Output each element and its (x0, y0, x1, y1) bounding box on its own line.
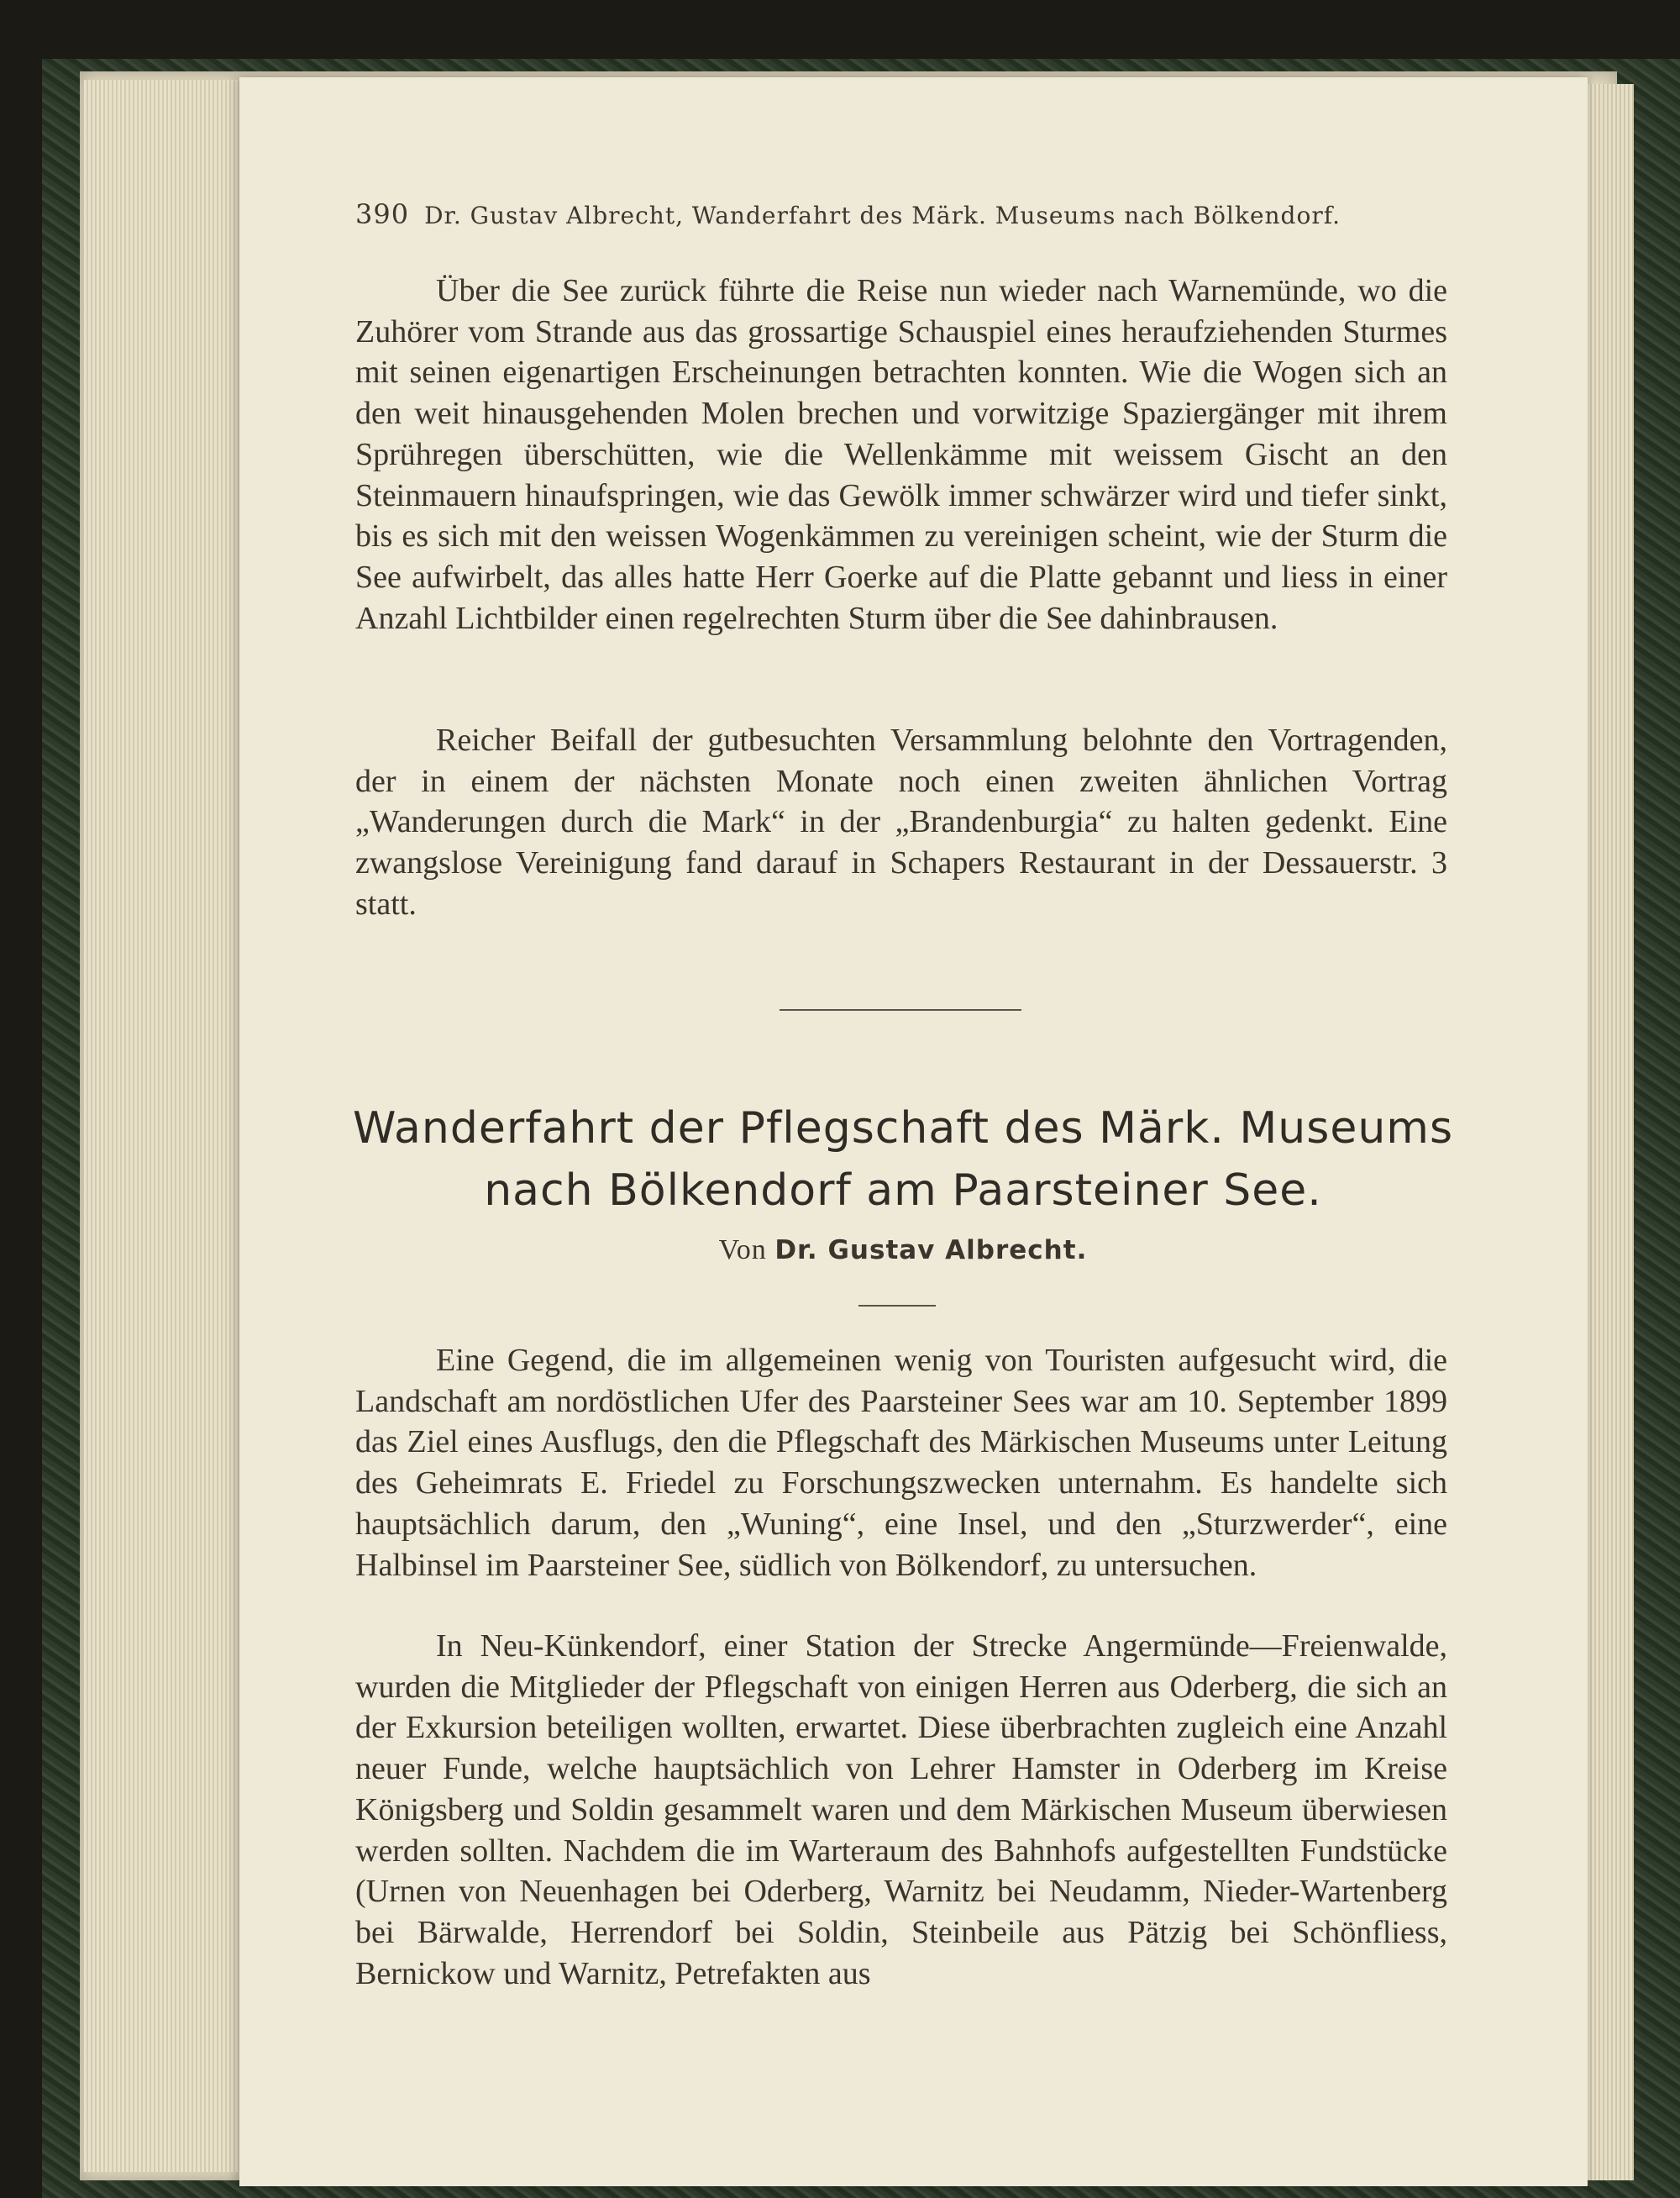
title-divider (858, 1305, 936, 1307)
paragraph-applause: Reicher Beifall der gutbesuchten Versammlung belohnte den Vortragenden, der in einem der nächsten Monate noch einen zweiten ähnlichen Vortrag „Wanderungen durch die Mark“ in der „Brandenburgia“ zu halten gedenkt. Eine zwangslose Vereinigung fand darauf in Schapers Restaurant in der Dessauerstr. 3 statt. (355, 723, 1447, 922)
byline-prefix: Von (718, 1234, 767, 1265)
paragraph-storm: Über die See zurück führte die Reise nun wieder nach Warnemünde, wo die Zuhörer vom Strande aus das grossartige Schauspiel eines heraufziehenden Sturmes mit seinen eigenartigen Erscheinungen betrachten konnten. Wie die Wogen sich an den weit hinausgehenden Molen brechen und vorwitzige Spaziergänger mit ihrem Sprühregen überschütten, wie die Wellenkämme mit weissem Gischt an den Steinmauern hinaufspringen, wie das Gewölk immer schwärzer wird und tiefer sinkt, bis es sich mit den weissen Wogenkämmen zu vereinigen scheint, wie der Sturm die See aufwirbelt, das alles hatte Herr Goerke auf die Platte gebannt und liess in einer Anzahl Lichtbilder einen regelrechten Sturm über die See dahinbrausen. (355, 273, 1447, 636)
article-title-line-2: nach Bölkendorf am Paarsteiner See. (484, 1165, 1322, 1216)
byline-author: Dr. Gustav Albrecht. (774, 1235, 1088, 1265)
paragraph-neu-kuenkendorf: In Neu-Künkendorf, einer Station der Strecke Angermünde—Freienwalde, wurden die Mitglieder der Pflegschaft von einigen Herren aus Oderberg, die sich an der Exkursion beteiligen wollten, erwartet. Diese überbrachten zugleich eine Anzahl neuer Funde, welche hauptsächlich von Lehrer Hamster in Oderberg im Kreise Königsberg und Soldin gesammelt waren und dem Märkischen Museum überwiesen werden sollten. Nachdem die im Warteraum des Bahnhofs aufgestellten Fundstücke (Urnen von Neuenhagen bei Oderberg, Warnitz bei Neudamm, Nieder-Wartenberg bei Bärwalde, Herrendorf bei Soldin, Steinbeile aus Pätzig bei Schönfliess, Bernickow und Warnitz, Petrefakten aus (355, 1628, 1447, 1991)
section-divider (780, 1009, 1021, 1011)
running-title: Dr. Gustav Albrecht, Wanderfahrt des Märk. Museums nach Bölkendorf. (424, 202, 1341, 229)
running-head (355, 198, 1447, 230)
byline (252, 1234, 1554, 1266)
page-number: 390 (355, 198, 410, 230)
right-page-edges (1583, 84, 1634, 2180)
left-page-edges (84, 80, 252, 2172)
paragraph-intro: Eine Gegend, die im allgemeinen wenig von Touristen aufgesucht wird, die Landschaft am nordöstlichen Ufer des Paarsteiner Sees war am 10. September 1899 das Ziel eines Ausflugs, den die Pflegschaft des Märkischen Museums unter Leitung des Geheimrats E. Friedel zu Forschungszwecken unternahm. Es handelte sich hauptsächlich darum, den „Wuning“, eine Insel, und den „Sturzwerder“, eine Halbinsel im Paarsteiner See, südlich von Bölkendorf, zu untersuchen. (355, 1343, 1447, 1583)
article-title-line-1: Wanderfahrt der Pflegschaft des Märk. Museums (352, 1103, 1454, 1154)
